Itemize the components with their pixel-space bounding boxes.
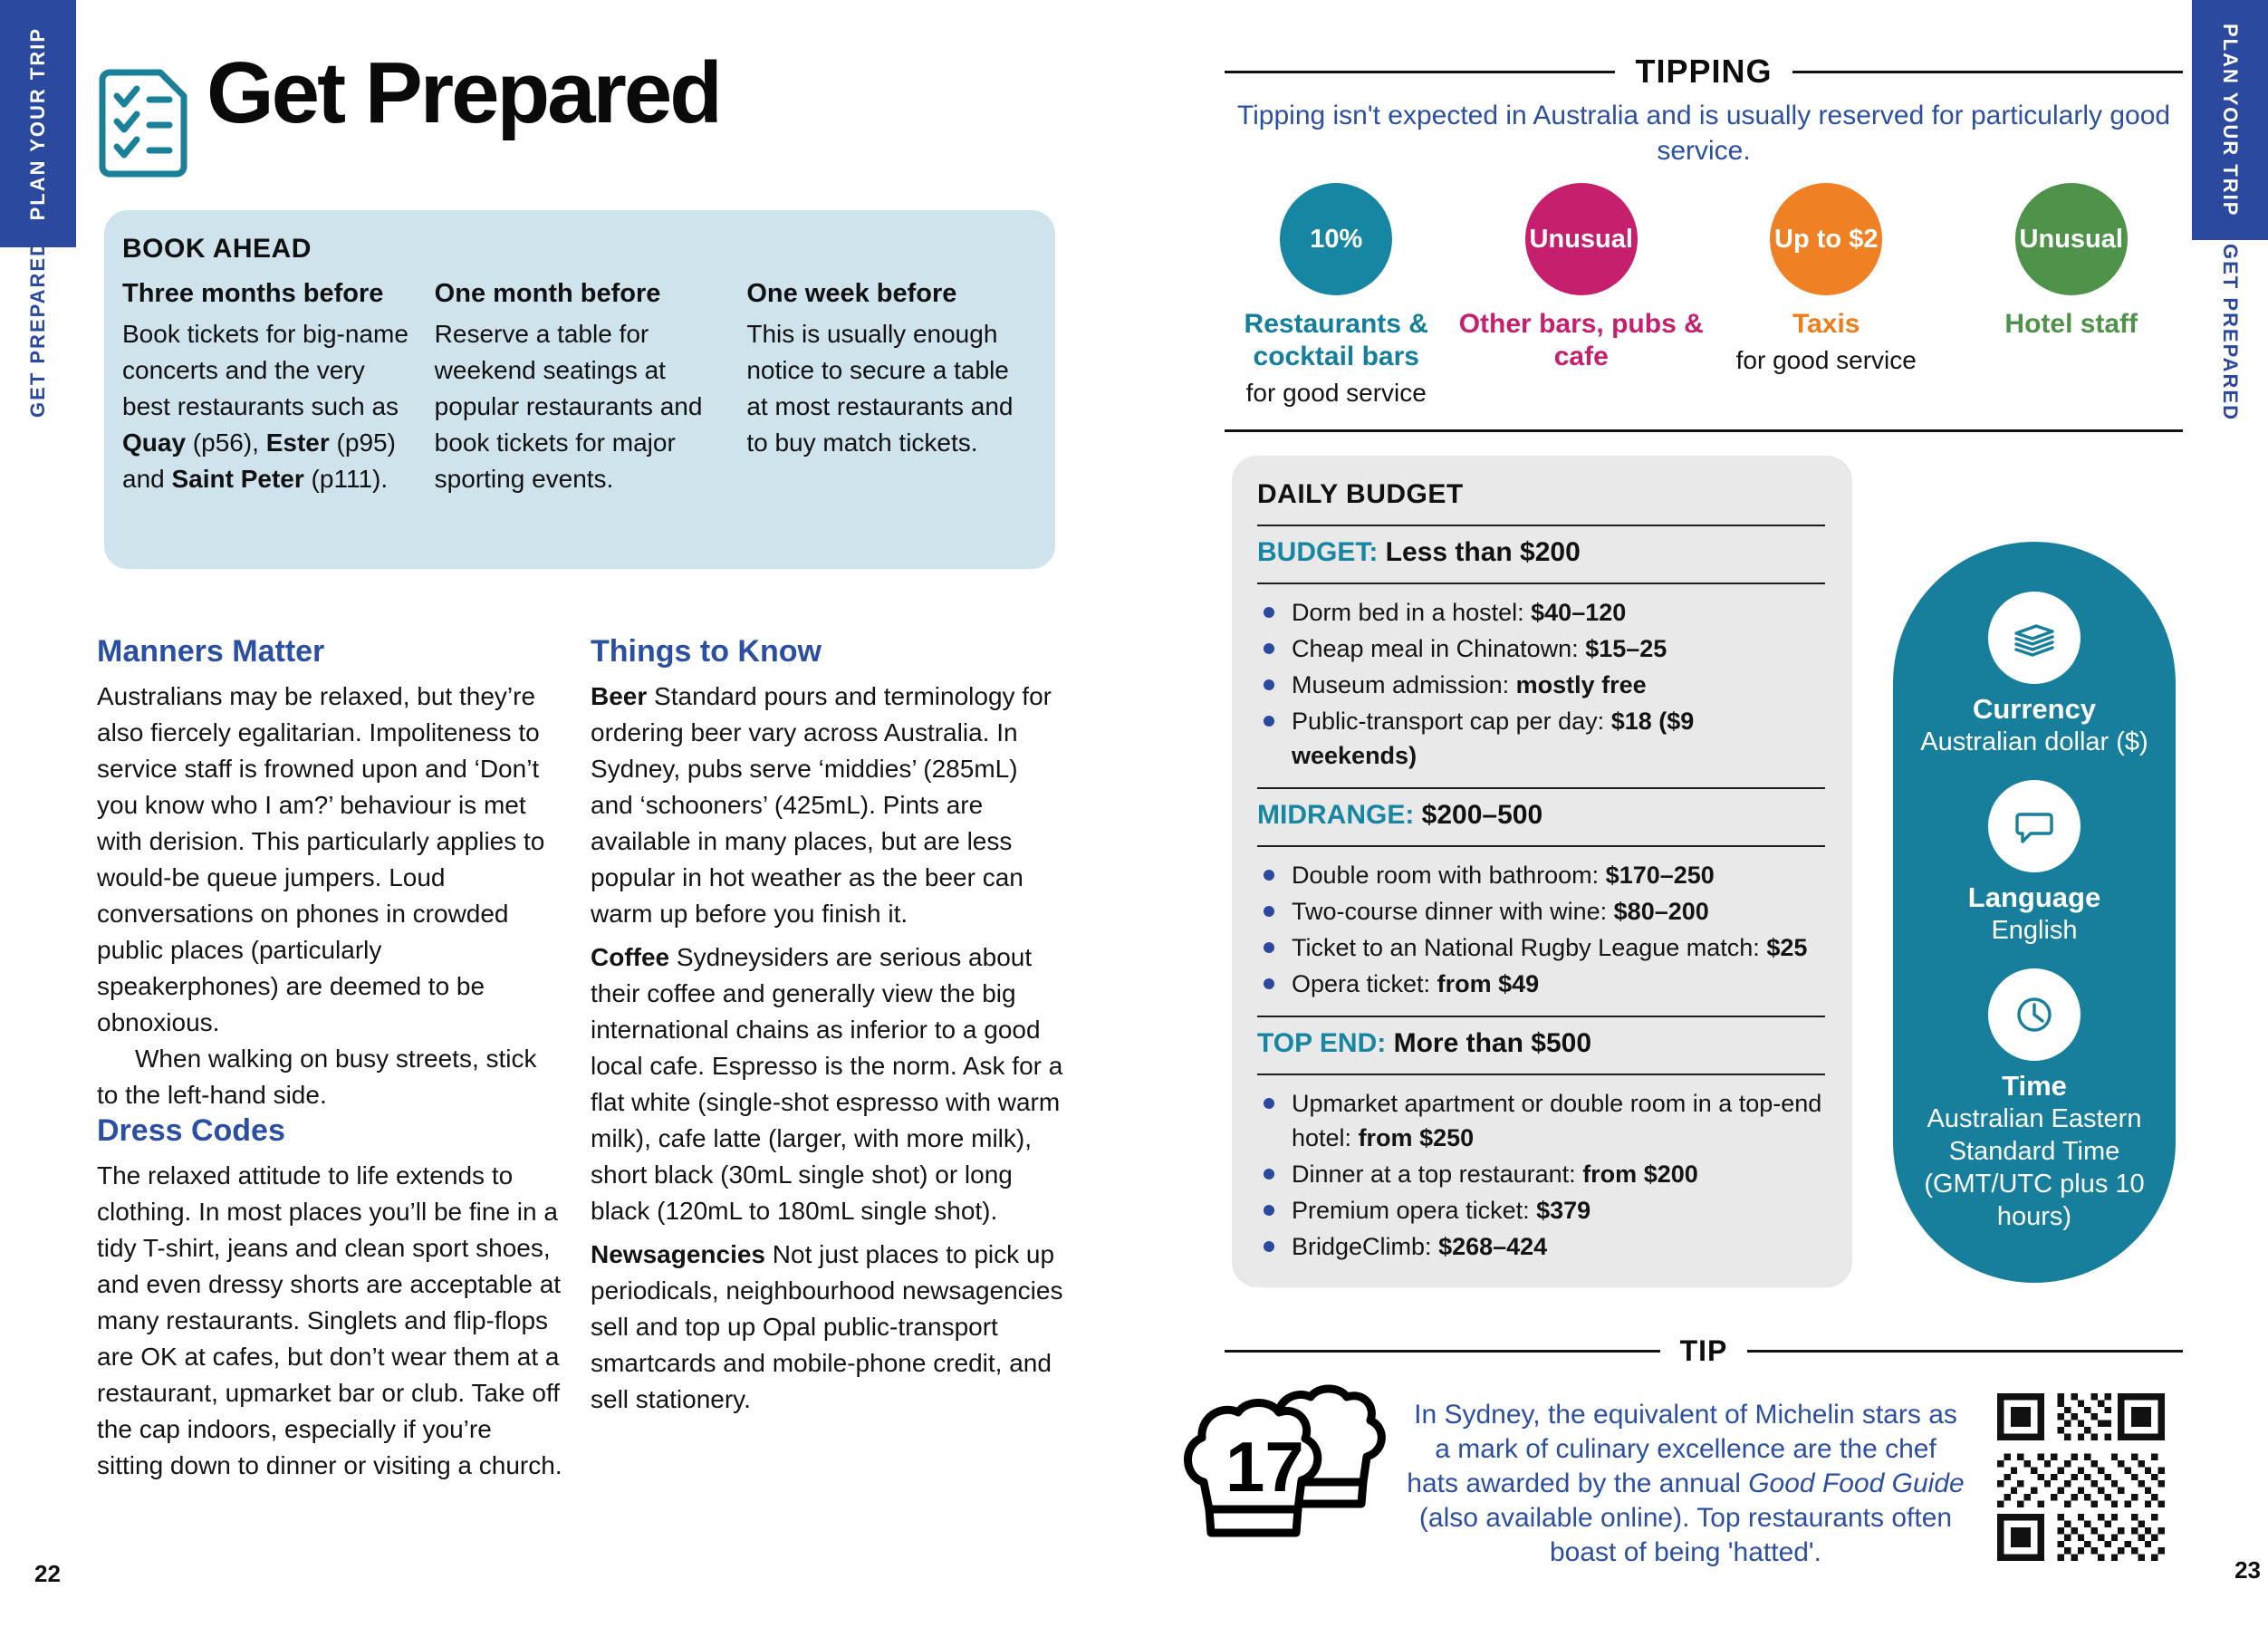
divider [1257, 525, 1825, 526]
book-ahead-column [746, 279, 1035, 497]
budget-item: Museum admission: mostly free [1257, 668, 1825, 702]
tipping-item-label: Other bars, pubs & cafe [1458, 309, 1704, 371]
budget-item: Public-transport cap per day: $18 ($9 weekends) [1257, 704, 1825, 773]
tipping-item-other-bars [1459, 183, 1705, 408]
chef-hats-icon [1171, 1384, 1399, 1562]
fact-language [1968, 780, 2100, 947]
facts-capsule [1893, 542, 2176, 1283]
fact-value: Australian Eastern Standard Time (GMT/UTC plus 10 hours) [1924, 1104, 2145, 1231]
banknotes-icon [1988, 592, 2081, 684]
budget-tier-heading [1257, 537, 1825, 568]
column-heading: Three months before [122, 279, 384, 308]
sidebar-tab-label: GET PREPARED [2219, 244, 2242, 421]
tipping-heading: TIPPING [1635, 53, 1773, 90]
sidebar-tab-plan-your-trip-left [0, 0, 76, 247]
budget-item: Cheap meal in Chinatown: $15–25 [1257, 631, 1825, 666]
qr-code [1997, 1393, 2165, 1561]
tier-name: MIDRANGE: [1257, 800, 1415, 830]
budget-item: Upmarket apartment or double room in a top-end hotel: from $250 [1257, 1086, 1825, 1155]
book-ahead-column [435, 279, 724, 497]
clock-icon [1988, 968, 2081, 1061]
column-body: Book tickets for big-name concerts and the very best restaurants such as Quay (p56), Ester (p95) and Saint Peter (p111). [122, 320, 408, 493]
tip-heading-rule [1225, 1334, 2183, 1368]
tipping-items [1214, 183, 2194, 408]
fact-label: Time [2002, 1070, 2067, 1102]
divider-rule [1225, 429, 2183, 432]
middle-text-column [591, 634, 1064, 1418]
column-body: Reserve a table for weekend seatings at popular restaurants and book tickets for major sporting events. [434, 320, 703, 493]
tier-name: BUDGET: [1257, 537, 1379, 567]
divider [1257, 787, 1825, 789]
tier-range: Less than $200 [1378, 537, 1581, 567]
tip-heading: TIP [1679, 1334, 1728, 1367]
chef-hat-count: 17 [1225, 1427, 1304, 1507]
fact-label: Language [1967, 881, 2101, 913]
budget-item: Premium opera ticket: $379 [1257, 1193, 1825, 1228]
fact-value: Australian dollar ($) [1920, 727, 2148, 756]
column-heading: One week before [746, 279, 957, 308]
tipping-heading-rule [1225, 53, 2183, 91]
book-ahead-column [122, 279, 411, 497]
section-heading-dress-codes: Dress Codes [97, 1113, 285, 1148]
things-coffee-paragraph: Coffee Sydneysiders are serious about their coffee and generally view the big international chains as inferior to a good local cafe. Espresso is the norm. Ask for a flat white (single-shot espresso with warm milk), cafe latte (larger, with more milk), short black (30mL single shot) or long black (120mL to 180mL single shot). [591, 943, 1063, 1225]
dress-codes-paragraph: The relaxed attitude to life extends to clothing. In most places you’ll be fine in a tidy T-shirt, jeans and clean sport shoes, and even dressy shorts are acceptable at many restaurants. Singlets and flip-flops are OK at cafes, but don’t wear them at a restaurant, upmarket bar or club. Take off the cap indoors, especially if you’re sitting down to dinner or visiting a church. [97, 1161, 562, 1479]
book-ahead-box [104, 210, 1055, 569]
sidebar-tab-get-prepared-left [0, 240, 76, 418]
rule-line [1225, 71, 1615, 73]
book-ahead-title: BOOK AHEAD [122, 234, 312, 264]
tipping-item-hotel-staff [1949, 183, 2195, 408]
manners-paragraph-2: When walking on busy streets, stick to the left-hand side. [97, 1045, 537, 1109]
sidebar-tab-label: PLAN YOUR TRIP [26, 26, 49, 221]
tipping-item-taxis [1704, 183, 1949, 408]
section-heading-manners-matter: Manners Matter [97, 634, 325, 669]
daily-budget-box [1232, 456, 1852, 1287]
divider [1257, 583, 1825, 584]
tier-range: $200–500 [1414, 800, 1543, 830]
tipping-amount-badge: Up to $2 [1770, 183, 1882, 295]
tipping-item-note: for good service [1245, 379, 1427, 407]
budget-item: BridgeClimb: $268–424 [1257, 1229, 1825, 1264]
speech-bubble-icon [1988, 780, 2081, 872]
column-heading: One month before [434, 279, 661, 308]
tier-range: More than $500 [1386, 1028, 1592, 1058]
rule-line [1792, 71, 2183, 73]
budget-item: Dinner at a top restaurant: from $200 [1257, 1157, 1825, 1191]
budget-tier-heading [1257, 1028, 1825, 1059]
budget-item: Opera ticket: from $49 [1257, 967, 1825, 1001]
fact-time [1909, 968, 2159, 1233]
book-ahead-columns [122, 279, 1035, 497]
fact-value: English [1991, 916, 2078, 945]
tipping-amount-badge: Unusual [2015, 183, 2128, 295]
tipping-item-label: Hotel staff [2004, 309, 2138, 339]
budget-item: Dorm bed in a hostel: $40–120 [1257, 595, 1825, 630]
checklist-icon [93, 65, 195, 181]
daily-budget-title: DAILY BUDGET [1257, 479, 1464, 509]
tip-text: In Sydney, the equivalent of Michelin stars as a mark of culinary excellence are the chef hats awarded by the annual Good Food Guide (also available online). Top restaurants often boast of being 'hatted'. [1407, 1400, 1965, 1567]
fact-label: Currency [1972, 693, 2097, 725]
divider [1257, 1016, 1825, 1017]
page-number-right: 23 [2234, 1556, 2261, 1584]
divider [1257, 845, 1825, 847]
tipping-item-label: Taxis [1792, 309, 1860, 339]
fact-currency [1920, 592, 2148, 758]
page-number-left: 22 [34, 1560, 61, 1587]
tipping-item-restaurants [1214, 183, 1459, 408]
tier-name: TOP END: [1257, 1028, 1387, 1058]
tipping-item-note: for good service [1735, 346, 1917, 374]
sidebar-tab-label: GET PREPARED [26, 240, 49, 418]
things-beer-paragraph: Beer Standard pours and terminology for ordering beer vary across Australia. In Sydney, pubs serve ‘middies’ (285mL) and ‘schooners’ (425mL). Pints are available in many places, but are less popular in hot weather as the beer can warm up before you finish it. [591, 682, 1052, 928]
tipping-amount-badge: 10% [1280, 183, 1392, 295]
sidebar-tab-plan-your-trip-right [2192, 0, 2268, 240]
tipping-subtitle: Tipping isn't expected in Australia and is usually reserved for particularly good service. [1236, 101, 2171, 166]
budget-item-list [1257, 1086, 1825, 1264]
budget-tier-heading [1257, 800, 1825, 831]
budget-item: Double room with bathroom: $170–250 [1257, 858, 1825, 892]
page-title: Get Prepared [207, 44, 720, 141]
budget-item: Two-course dinner with wine: $80–200 [1257, 894, 1825, 929]
column-body: This is usually enough notice to secure a table at most restaurants and to buy match tickets. [746, 320, 1014, 457]
budget-item-list [1257, 595, 1825, 773]
section-heading-things-to-know: Things to Know [591, 634, 822, 669]
budget-item: Ticket to an National Rugby League match: $25 [1257, 930, 1825, 965]
things-newsagencies-paragraph: Newsagencies Not just places to pick up periodicals, neighbourhood newsagencies sell and top up Opal public-transport smartcards and mobile-phone credit, and sell stationery. [591, 1240, 1063, 1413]
left-text-column [97, 634, 563, 1484]
rule-line [1747, 1350, 2183, 1353]
budget-item-list [1257, 858, 1825, 1001]
sidebar-tab-get-prepared-right [2192, 244, 2268, 421]
sidebar-tab-label: PLAN YOUR TRIP [2219, 23, 2242, 217]
divider [1257, 1074, 1825, 1075]
tipping-amount-badge: Unusual [1525, 183, 1638, 295]
rule-line [1225, 1350, 1660, 1353]
manners-paragraph: Australians may be relaxed, but they’re also fiercely egalitarian. Impoliteness to service staff is frowned upon and ‘Don’t you know who I am?’ behaviour is met with derision. This particularly applies to would-be queue jumpers. Loud conversations on phones in crowded public places (particularly speakerphones) are deemed to be obnoxious. [97, 682, 545, 1036]
tipping-item-label: Restaurants & cocktail bars [1244, 309, 1428, 371]
